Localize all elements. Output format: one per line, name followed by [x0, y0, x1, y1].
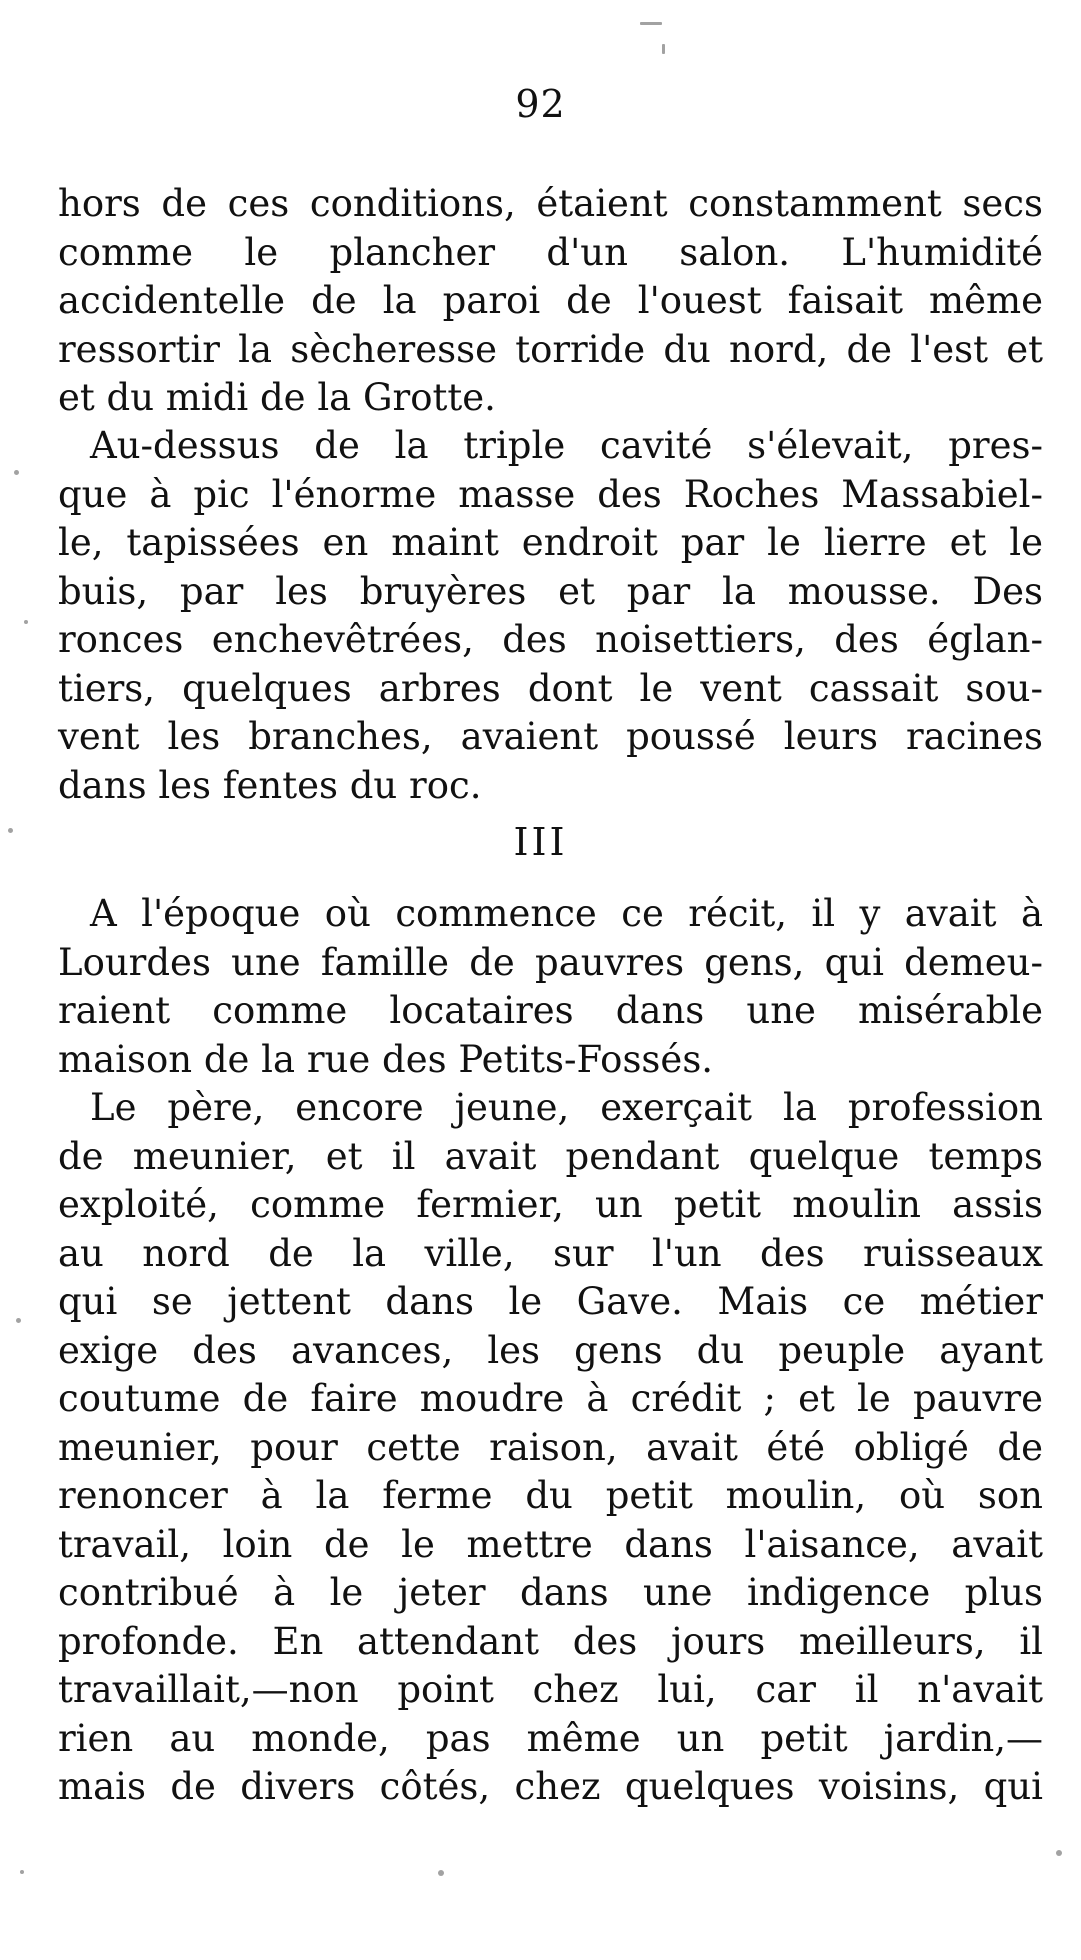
text-line: ressortir la sècheresse torride du nord, de l'est et — [58, 327, 1043, 371]
paragraph-roches-massabielle — [58, 422, 1043, 810]
paragraph-pere-meunier — [58, 1084, 1043, 1812]
text-line: profonde. En attendant des jours meilleurs, il — [58, 1619, 1043, 1663]
text-line: le, tapissées en maint endroit par le lierre et le — [58, 521, 1043, 564]
text-line: vent les branches, avaient poussé leurs racines — [58, 715, 1043, 758]
scan-speck — [8, 828, 13, 833]
text-line: travail, loin de le mettre dans l'aisance, avait — [58, 1522, 1043, 1566]
text-line: travaillait,—non point chez lui, car il n'avait — [58, 1668, 1043, 1711]
text-line: renoncer à la ferme du petit moulin, où son — [58, 1474, 1043, 1517]
text-line: comme le plancher d'un salon. L'humidité — [58, 230, 1043, 274]
text-line: coutume de faire moudre à crédit ; et le pauvre — [58, 1377, 1043, 1420]
text-line: hors de ces conditions, étaient constamment secs — [58, 182, 1043, 225]
scan-speck — [640, 22, 662, 25]
text-line: rien au monde, pas même un petit jardin,— — [58, 1716, 1043, 1760]
text-line: raient comme locataires dans une misérable — [58, 989, 1043, 1032]
text-line: ronces enchevêtrées, des noisettiers, des églan- — [58, 618, 1043, 661]
text-line: buis, par les bruyères et par la mousse. Des — [58, 569, 1043, 613]
scan-speck — [16, 1318, 21, 1323]
text-line: Lourdes une famille de pauvres gens, qui demeu- — [58, 940, 1043, 984]
text-line: de meunier, et il avait pendant quelque temps — [58, 1134, 1043, 1178]
text-line: A l'époque où commence ce récit, il y avait à — [90, 892, 1043, 935]
scan-speck — [20, 1870, 24, 1874]
paragraph-grotte-dryness — [58, 180, 1043, 423]
text-line: exige des avances, les gens du peuple ayant — [58, 1328, 1043, 1372]
text-line: exploité, comme fermier, un petit moulin assis — [58, 1183, 1043, 1226]
scan-speck — [24, 620, 28, 624]
text-line: dans les fentes du roc. — [58, 763, 482, 807]
text-line: accidentelle de la paroi de l'ouest faisait même — [58, 279, 1043, 322]
text-line: tiers, quelques arbres dont le vent cassait sou- — [58, 666, 1043, 710]
scan-speck — [438, 1870, 444, 1876]
text-line: mais de divers côtés, chez quelques voisins, qui — [58, 1765, 1043, 1808]
text-line: Au-dessus de la triple cavité s'élevait, pres- — [90, 424, 1043, 467]
text-line: contribué à le jeter dans une indigence plus — [58, 1571, 1043, 1614]
text-line: et du midi de la Grotte. — [58, 376, 496, 419]
text-line: qui se jettent dans le Gave. Mais ce métier — [58, 1280, 1043, 1323]
text-line: Le père, encore jeune, exerçait la profession — [90, 1086, 1043, 1129]
scan-speck — [662, 44, 665, 54]
text-line: que à pic l'énorme masse des Roches Massabiel- — [58, 472, 1043, 516]
text-line: maison de la rue des Petits-Fossés. — [58, 1037, 714, 1081]
paragraph-famille — [58, 890, 1043, 1084]
section-heading: III — [513, 820, 568, 864]
text-line: au nord de la ville, sur l'un des ruisseaux — [58, 1231, 1043, 1275]
text-line: meunier, pour cette raison, avait été obligé de — [58, 1425, 1043, 1469]
scan-speck — [14, 470, 19, 475]
scan-speck — [1056, 1850, 1062, 1856]
page-number: 92 — [515, 82, 566, 126]
